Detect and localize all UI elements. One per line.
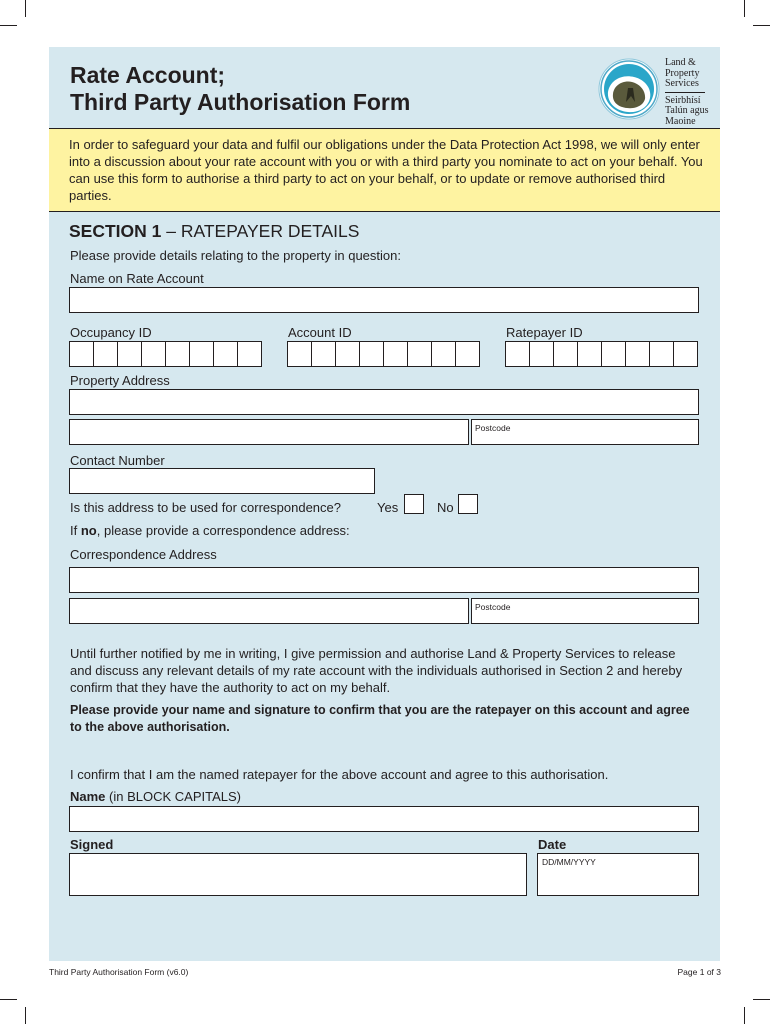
date-placeholder: DD/MM/YYYY (542, 857, 596, 867)
lps-logo-text (665, 58, 708, 128)
signature-input[interactable] (69, 853, 527, 896)
account-id-input[interactable] (287, 341, 480, 367)
postcode-label: Postcode (475, 423, 511, 433)
property-address-line-1[interactable] (69, 389, 699, 415)
logo-line: Talún agus (665, 105, 709, 117)
property-postcode-input[interactable] (471, 419, 699, 445)
correspondence-question: Is this address to be used for correspondence? (70, 500, 341, 515)
occupancy-id-input[interactable] (69, 341, 262, 367)
name-block-capitals-input[interactable] (69, 806, 699, 832)
logo-line: Land & (665, 57, 696, 68)
authorisation-statement: Until further notified by me in writing, I give permission and authorise Land & Property Services to release and discuss any relevant details of my rate account with the individuals authorised in Section 2 and hereby confirm that they have the authority to act on my behalf. (70, 646, 683, 695)
title-line-1: Rate Account; (70, 62, 226, 88)
occupancy-id-label: Occupancy ID (70, 325, 152, 340)
crop-mark (753, 999, 770, 1000)
correspondence-address-label: Correspondence Address (70, 547, 217, 562)
logo-line: Services (665, 78, 699, 90)
if-no-rest: , please provide a correspondence address: (96, 523, 350, 538)
intro-banner (49, 128, 720, 212)
footer-form-version: Third Party Authorisation Form (v6.0) (49, 967, 189, 977)
name-label-bold: Name (70, 789, 106, 804)
correspondence-address-line-2[interactable] (69, 598, 469, 624)
correspondence-address-line-1[interactable] (69, 567, 699, 593)
form-title (70, 62, 410, 116)
correspondence-postcode-input[interactable] (471, 598, 699, 624)
name-on-account-input[interactable] (69, 287, 699, 313)
no-checkbox[interactable] (458, 494, 478, 514)
crop-mark (753, 25, 770, 26)
date-label: Date (538, 837, 567, 852)
confirmation-instruction: Please provide your name and signature to confirm that you are the ratepayer on this account and agree to the above authorisation. (70, 703, 690, 734)
name-label-rest: (in BLOCK CAPITALS) (105, 789, 241, 804)
ratepayer-confirmation: I confirm that I am the named ratepayer for the above account and agree to this authorisation. (70, 767, 609, 782)
ratepayer-id-input[interactable] (505, 341, 698, 367)
if-no-prefix: If (70, 523, 81, 538)
name-on-account-label: Name on Rate Account (70, 271, 204, 286)
date-input[interactable] (537, 853, 699, 896)
section-instruction: Please provide details relating to the property in question: (70, 248, 401, 263)
ratepayer-id-label: Ratepayer ID (506, 325, 583, 340)
logo-divider (665, 92, 705, 93)
lps-globe-icon (598, 58, 660, 120)
footer-page-number: Page 1 of 3 (677, 967, 721, 977)
logo-line: Seirbhísí (665, 94, 701, 106)
section-title: – RATEPAYER DETAILS (161, 221, 360, 241)
crop-mark (744, 1007, 745, 1024)
if-no-bold: no (80, 523, 97, 538)
contact-number-label: Contact Number (70, 453, 165, 468)
crop-mark (744, 0, 745, 17)
crop-mark (25, 1007, 26, 1024)
signed-label: Signed (70, 837, 114, 852)
account-id-label: Account ID (288, 325, 352, 340)
contact-number-input[interactable] (69, 468, 375, 494)
section-1-heading (69, 221, 359, 242)
yes-label: Yes (377, 500, 399, 515)
name-block-capitals-label (70, 789, 241, 805)
intro-text: In order to safeguard your data and fulfil our obligations under the Data Protection Act 1998, we will only enter into a discussion about your rate account with you or with a third party you nominate to act on your behalf. You can use this form to authorise a third party to act on your behalf, or to update or remove authorised third parties. (69, 137, 703, 203)
property-address-line-2[interactable] (69, 419, 469, 445)
crop-mark (0, 999, 17, 1000)
crop-mark (25, 0, 26, 17)
yes-checkbox[interactable] (404, 494, 424, 514)
postcode-label: Postcode (475, 602, 511, 612)
no-label: No (437, 500, 454, 515)
property-address-label: Property Address (70, 373, 170, 388)
if-no-instruction (70, 523, 350, 539)
crop-mark (0, 25, 17, 26)
section-number: SECTION 1 (69, 221, 162, 241)
logo-line: Maoine (665, 115, 696, 127)
title-line-2: Third Party Authorisation Form (70, 89, 411, 115)
logo-line: Property (665, 67, 700, 79)
